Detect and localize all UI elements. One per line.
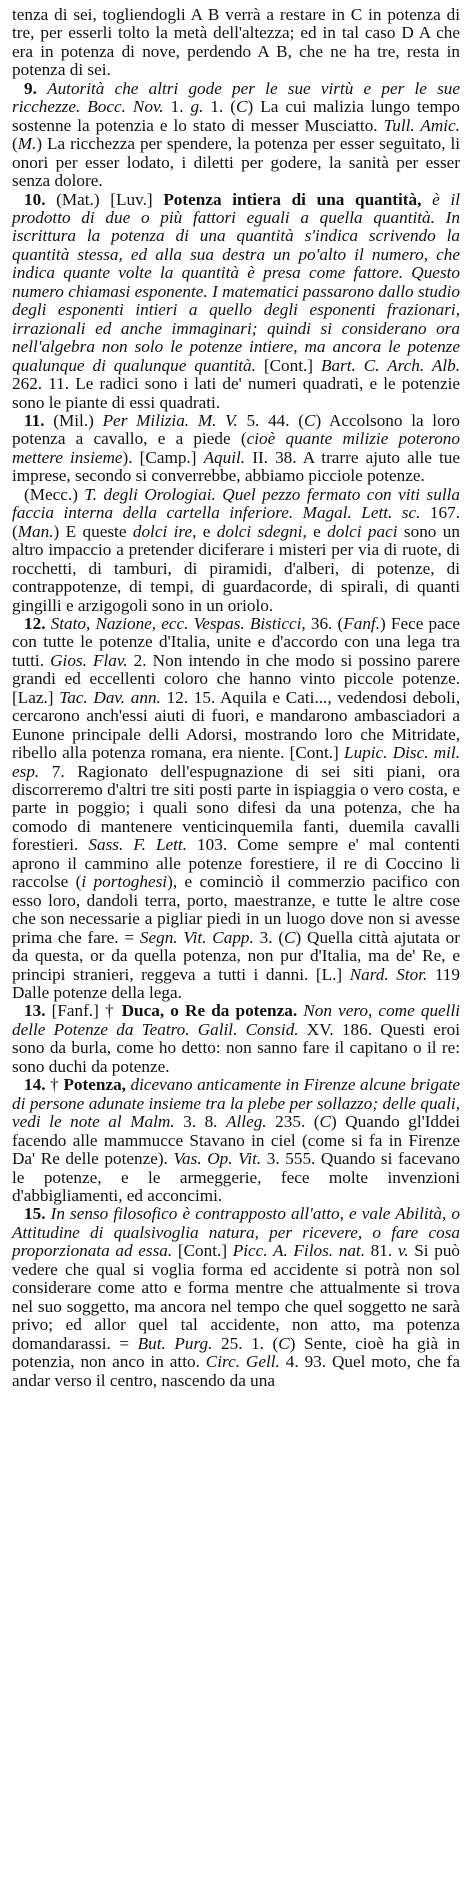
entry-12: 12. Stato, Nazione, ecc. Vespas. Bisticci, 36. (Fanf.) Fece pace con tutte le potenze d'Italia, unite e d'accordo con una lega tra tutti. Gios. Flav. 2. Non intendo in che modo si possino parere grandi ed eccellenti coloro che hanno vinto piccole potenze. [Laz.] Tac. Dav. ann. 12. 15. Aquila e Cati..., vedendosi deboli, cercarono anch'essi aiuti di fuori, e mandarono ambasciadori a Eunone principale delli Adorsi, mostrando loro che Mitridate, ribello alla potenza romana, era niente. [Cont.] Lupic. Disc. mil. esp. 7. Ragionato dell'espugnazione di sei siti piani, ora discorreremo d'altri tre siti posti parte in ispiaggia o vero costa, e parte in poggio; i quali sono difesi da una potenza, che ha comodo di mantenere venticinquemila fanti, duemila cavalli forestieri. Sass. F. Lett. 103. Come sempre e' mal contenti aprono il cammino alle potenze forestiere, il re di Coccino li raccolse (i portoghesi), e cominciò il commerzio pacifico con esso loro, dandoli terra, porto, maestranze, e tutte le altre cose che son necessarie a pigliar piedi in un luogo dove non si avesse prima che fare. = Segn. Vit. Capp. 3. (C) Quella città ajutata or da questa, or da quella potenza, non pur d'Italia, ma de' Re, e principi stranieri, reggeva a tutti i danni. [L.] Nard. Stor. 119 Dalle potenze della lega. (12, 613, 460, 1003)
entry-13: 13. [Fanf.] † Duca, o Re da potenza. Non vero, come quelli delle Potenze da Teatro. Galil. Consid. XV. 186. Questi eroi sono da burla, come ho detto: non sanno fare il capitano o il re: sono duchi da potenze. (12, 1001, 460, 1076)
paragraph-continuation: tenza di sei, togliendogli A B verrà a restare in C in potenza di tre, per esserli tolto la metà dell'altezza; ed in tal caso D A che era in potenza di nove, perdendo A B, che ne ha tre, resta in potenza di sei. (12, 5, 460, 80)
entry-11-mecc: (Mecc.) T. degli Orologiai. Quel pezzo fermato con viti sulla faccia interna della cartella inferiore. Magal. Lett. sc. 167. (Man.) E queste dolci ire, e dolci sdegni, e dolci paci sono un altro impaccio a pretender diciferare i misteri per via di ruote, di rocchetti, di tamburi, di piramidi, d'alberi, di potenze, di contrappotenze, di tempi, di guardacorde, di spirali, di quanti gingilli e arzigogoli sono in un oriolo. (12, 484, 460, 615)
entry-14: 14. † Potenza, dicevano anticamente in Firenze alcune brigate di persone adunate insieme tra la plebe per sollazzo; delle quali, vedi le note al Malm. 3. 8. Alleg. 235. (C) Quando gl'Iddei facendo alle mammucce Stavano in ciel (come si fa in Firenze Da' Re delle potenze). Vas. Op. Vit. 3. 555. Quando si facevano le potenze, e le armeggerie, fece molte invenzioni d'abbigliamenti, ed acconcimi. (12, 1075, 461, 1205)
entry-11: 11. (Mil.) Per Milizia. M. V. 5. 44. (C) Accolsono la loro potenza a cavallo, e a piede (cioè quante milizie poterono mettere insieme). [Camp.] Aquil. II. 38. A trarre ajuto alle tue imprese, secondo si converrebbe, abbiamo picciole potenze. (12, 410, 460, 486)
entry-10: 10. (Mat.) [Luv.] Potenza intiera di una quantità, è il prodotto di due o più fattori eguali a quella quantità. In iscrittura la potenza di una quantità s'indica scrivendo la quantità stessa, ed alla sua destra un po'alto il numero, che indica quante volte la quantità è presa come fattore. Questo numero chiamasi esponente. I matematici passarono dallo studio degli esponenti intieri a quello degli esponenti frazionari, irrazionali ed anche immaginari; quindi si considerano ora nell'algebra non solo le potenze intiere, ma ancora le potenze qualunque di qualunque quantità. [Cont.] Bart. C. Arch. Alb. 262. 11. Le radici sono i lati de' numeri quadrati, e le potenzie sono le piante di essi quadrati. (12, 189, 461, 412)
entry-9: 9. Autorità che altri gode per le sue virtù e per le sue ricchezze. Bocc. Nov. 1. g. 1. (C) La cui malizia lungo tempo sostenne la potenzia e lo stato di messer Musciatto. Tull. Amic. (M.) La ricchezza per spendere, la potenza per esser seguitato, li onori per esser lodato, i diletti per godere, la sanità per esser senza dolore. (12, 78, 460, 191)
entry-15: 15. In senso filosofico è contrapposto all'atto, e vale Abilità, o Attitudine di qualsivoglia natura, per ricevere, o fare cosa proporzionata ad essa. [Cont.] Picc. A. Filos. nat. 81. v. Si può vedere che qual si voglia forma ed accidente si potrà non sol considerare come atto e forma mentre che attualmente si trova nel suo soggetto, ma ancora nel tempo che quel soggetto ne sarà privo; ed allor quel tal accidente, non atto, ma potenza domandarassi. = But. Purg. 25. 1. (C) Sente, cioè ha già in potenzia, non anco in atto. Circ. Gell. 4. 93. Quel moto, che fa andar verso il centro, nascendo da una (12, 1204, 461, 1390)
